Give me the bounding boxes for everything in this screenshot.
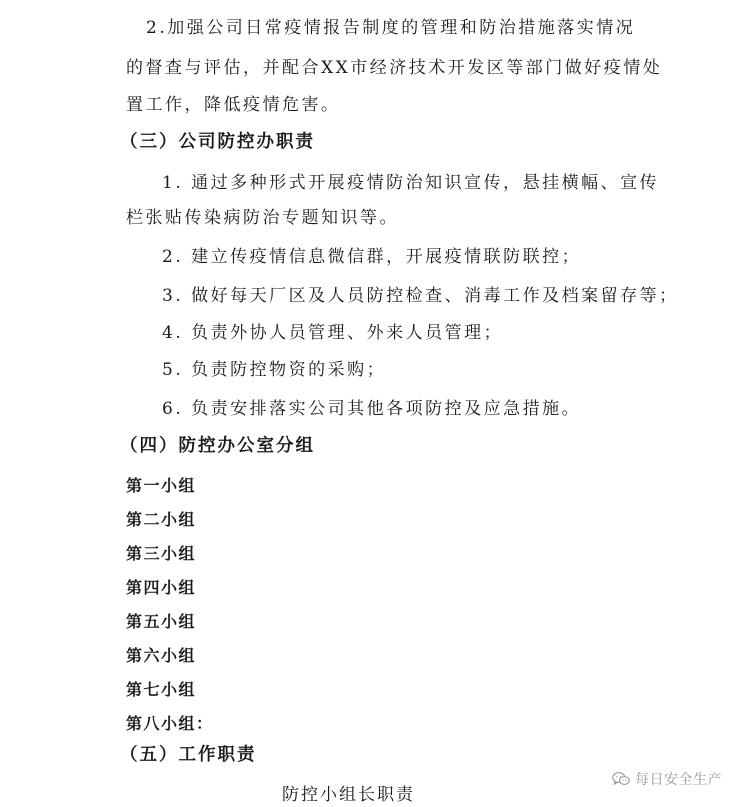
duty-item: 2. 建立传疫情信息微信群，开展疫情联防联控； [162,247,582,267]
group-label: 第四小组 [126,578,197,597]
watermark [612,769,722,789]
group-label: 第七小组 [126,680,197,699]
group-label: 第六小组 [126,646,197,665]
section-5-heading: （五）工作职责 [120,745,257,765]
paragraph-2-line-2: 的督查与评估，并配合XX市经济技术开发区等部门做好疫情处 [126,58,663,78]
duty-item: 3. 做好每天厂区及人员防控检查、消毒工作及档案留存等； [162,286,679,306]
group-label: 第三小组 [126,544,197,563]
group-label: 第八小组： [126,714,214,733]
wechat-icon [612,771,630,787]
leader-duties-title: 防控小组长职责 [282,785,415,805]
section-3-heading: （三）公司防控办职责 [120,132,315,152]
paragraph-2-line-3: 置工作，降低疫情危害。 [126,95,341,115]
watermark-text: 每日安全生产 [635,772,722,788]
group-label: 第五小组 [126,612,197,631]
duty-item: 6. 负责安排落实公司其他各项防控及应急措施。 [162,399,582,419]
duty-item-continuation: 栏张贴传染病防治专题知识等。 [126,208,399,228]
group-label: 第二小组 [126,510,197,529]
section-4-heading: （四）防控办公室分组 [120,436,315,456]
duty-item: 4. 负责外协人员管理、外来人员管理； [162,323,504,343]
group-label: 第一小组 [126,476,197,495]
duty-item: 1. 通过多种形式开展疫情防治知识宣传，悬挂横幅、宣传 [162,173,660,193]
duty-item: 5. 负责防控物资的采购； [162,360,387,380]
paragraph-2-line-1: 2.加强公司日常疫情报告制度的管理和防治措施落实情况 [146,18,636,38]
